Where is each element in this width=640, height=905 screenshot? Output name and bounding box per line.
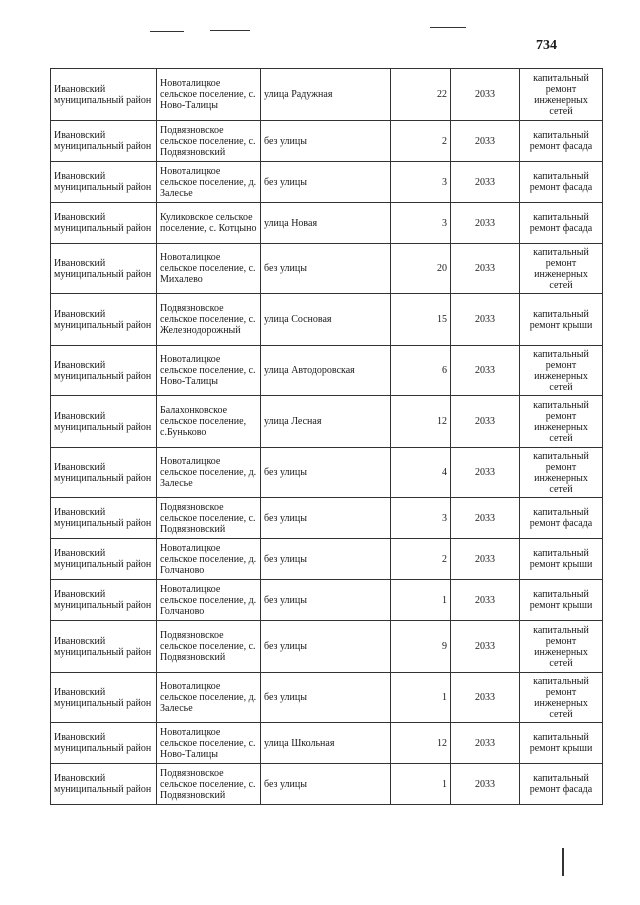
year-cell: 2033 xyxy=(451,498,520,539)
year-cell: 2033 xyxy=(451,448,520,498)
house-number-cell: 2 xyxy=(391,121,451,162)
house-number-cell: 9 xyxy=(391,621,451,673)
work-type-cell: капитальный ремонт инженерных сетей xyxy=(520,673,603,723)
settlement-cell: Новоталицкое сельское поселение, с. Ново-Талицы xyxy=(157,69,261,121)
work-type-cell: капитальный ремонт инженерных сетей xyxy=(520,244,603,294)
district-cell: Ивановский муниципальный район xyxy=(51,448,157,498)
work-type-cell: капитальный ремонт фасада xyxy=(520,498,603,539)
work-type-cell: капитальный ремонт фасада xyxy=(520,764,603,805)
settlement-cell: Подвязновское сельское поселение, с. Подвязновский xyxy=(157,621,261,673)
house-number-cell: 3 xyxy=(391,203,451,244)
house-number-cell: 15 xyxy=(391,294,451,346)
street-cell: улица Сосновая xyxy=(261,294,391,346)
work-type-cell: капитальный ремонт крыши xyxy=(520,539,603,580)
year-cell: 2033 xyxy=(451,162,520,203)
street-cell: улица Автодоровская xyxy=(261,346,391,396)
district-cell: Ивановский муниципальный район xyxy=(51,621,157,673)
street-cell: улица Радужная xyxy=(261,69,391,121)
year-cell: 2033 xyxy=(451,244,520,294)
table-row xyxy=(51,498,603,539)
settlement-cell: Новоталицкое сельское поселение, с. Михалево xyxy=(157,244,261,294)
settlement-cell: Подвязновское сельское поселение, с. Железнодорожный xyxy=(157,294,261,346)
work-type-cell: капитальный ремонт крыши xyxy=(520,723,603,764)
table-row xyxy=(51,69,603,121)
house-number-cell: 20 xyxy=(391,244,451,294)
house-number-cell: 3 xyxy=(391,162,451,203)
scan-mark xyxy=(210,30,250,31)
district-cell: Ивановский муниципальный район xyxy=(51,346,157,396)
work-type-cell: капитальный ремонт фасада xyxy=(520,203,603,244)
settlement-cell: Куликовское сельское поселение, с. Котцыно xyxy=(157,203,261,244)
house-number-cell: 1 xyxy=(391,580,451,621)
work-type-cell: капитальный ремонт крыши xyxy=(520,294,603,346)
street-cell: без улицы xyxy=(261,621,391,673)
table-row xyxy=(51,580,603,621)
table-row xyxy=(51,162,603,203)
street-cell: без улицы xyxy=(261,244,391,294)
settlement-cell: Подвязновское сельское поселение, с. Подвязновский xyxy=(157,498,261,539)
table-row xyxy=(51,396,603,448)
table-row xyxy=(51,294,603,346)
year-cell: 2033 xyxy=(451,673,520,723)
district-cell: Ивановский муниципальный район xyxy=(51,294,157,346)
settlement-cell: Подвязновское сельское поселение, с. Подвязновский xyxy=(157,764,261,805)
year-cell: 2033 xyxy=(451,203,520,244)
district-cell: Ивановский муниципальный район xyxy=(51,673,157,723)
year-cell: 2033 xyxy=(451,621,520,673)
year-cell: 2033 xyxy=(451,346,520,396)
street-cell: без улицы xyxy=(261,764,391,805)
street-cell: без улицы xyxy=(261,448,391,498)
settlement-cell: Новоталицкое сельское поселение, с. Ново-Талицы xyxy=(157,723,261,764)
district-cell: Ивановский муниципальный район xyxy=(51,162,157,203)
district-cell: Ивановский муниципальный район xyxy=(51,203,157,244)
district-cell: Ивановский муниципальный район xyxy=(51,244,157,294)
year-cell: 2033 xyxy=(451,539,520,580)
house-number-cell: 1 xyxy=(391,764,451,805)
street-cell: без улицы xyxy=(261,580,391,621)
year-cell: 2033 xyxy=(451,294,520,346)
street-cell: улица Лесная xyxy=(261,396,391,448)
scan-mark xyxy=(562,848,564,876)
register-table xyxy=(50,68,603,805)
work-type-cell: капитальный ремонт инженерных сетей xyxy=(520,346,603,396)
district-cell: Ивановский муниципальный район xyxy=(51,396,157,448)
table-row xyxy=(51,539,603,580)
table-row xyxy=(51,764,603,805)
table-row xyxy=(51,673,603,723)
district-cell: Ивановский муниципальный район xyxy=(51,121,157,162)
table-row xyxy=(51,621,603,673)
district-cell: Ивановский муниципальный район xyxy=(51,539,157,580)
work-type-cell: капитальный ремонт фасада xyxy=(520,121,603,162)
street-cell: без улицы xyxy=(261,539,391,580)
street-cell: без улицы xyxy=(261,498,391,539)
street-cell: без улицы xyxy=(261,673,391,723)
district-cell: Ивановский муниципальный район xyxy=(51,580,157,621)
district-cell: Ивановский муниципальный район xyxy=(51,498,157,539)
page-number: 734 xyxy=(536,38,557,53)
settlement-cell: Новоталицкое сельское поселение, д. Залесье xyxy=(157,162,261,203)
year-cell: 2033 xyxy=(451,396,520,448)
settlement-cell: Балахонковское сельское поселение, с.Буньково xyxy=(157,396,261,448)
street-cell: улица Школьная xyxy=(261,723,391,764)
house-number-cell: 2 xyxy=(391,539,451,580)
street-cell: улица Новая xyxy=(261,203,391,244)
work-type-cell: капитальный ремонт инженерных сетей xyxy=(520,69,603,121)
house-number-cell: 4 xyxy=(391,448,451,498)
house-number-cell: 12 xyxy=(391,396,451,448)
year-cell: 2033 xyxy=(451,723,520,764)
house-number-cell: 1 xyxy=(391,673,451,723)
scan-mark xyxy=(430,27,466,28)
settlement-cell: Подвязновское сельское поселение, с. Подвязновский xyxy=(157,121,261,162)
year-cell: 2033 xyxy=(451,580,520,621)
work-type-cell: капитальный ремонт инженерных сетей xyxy=(520,448,603,498)
table-row xyxy=(51,203,603,244)
street-cell: без улицы xyxy=(261,121,391,162)
settlement-cell: Новоталицкое сельское поселение, д. Голчаново xyxy=(157,580,261,621)
work-type-cell: капитальный ремонт инженерных сетей xyxy=(520,621,603,673)
house-number-cell: 12 xyxy=(391,723,451,764)
house-number-cell: 22 xyxy=(391,69,451,121)
settlement-cell: Новоталицкое сельское поселение, с. Ново-Талицы xyxy=(157,346,261,396)
house-number-cell: 6 xyxy=(391,346,451,396)
work-type-cell: капитальный ремонт инженерных сетей xyxy=(520,396,603,448)
scan-mark xyxy=(150,31,184,32)
settlement-cell: Новоталицкое сельское поселение, д. Залесье xyxy=(157,673,261,723)
work-type-cell: капитальный ремонт фасада xyxy=(520,162,603,203)
district-cell: Ивановский муниципальный район xyxy=(51,69,157,121)
year-cell: 2033 xyxy=(451,69,520,121)
year-cell: 2033 xyxy=(451,764,520,805)
district-cell: Ивановский муниципальный район xyxy=(51,764,157,805)
table-row xyxy=(51,244,603,294)
year-cell: 2033 xyxy=(451,121,520,162)
table-row xyxy=(51,448,603,498)
house-number-cell: 3 xyxy=(391,498,451,539)
table-row xyxy=(51,346,603,396)
register-table-body xyxy=(51,69,603,805)
work-type-cell: капитальный ремонт крыши xyxy=(520,580,603,621)
settlement-cell: Новоталицкое сельское поселение, д. Залесье xyxy=(157,448,261,498)
settlement-cell: Новоталицкое сельское поселение, д. Голчаново xyxy=(157,539,261,580)
district-cell: Ивановский муниципальный район xyxy=(51,723,157,764)
table-row xyxy=(51,121,603,162)
street-cell: без улицы xyxy=(261,162,391,203)
table-row xyxy=(51,723,603,764)
